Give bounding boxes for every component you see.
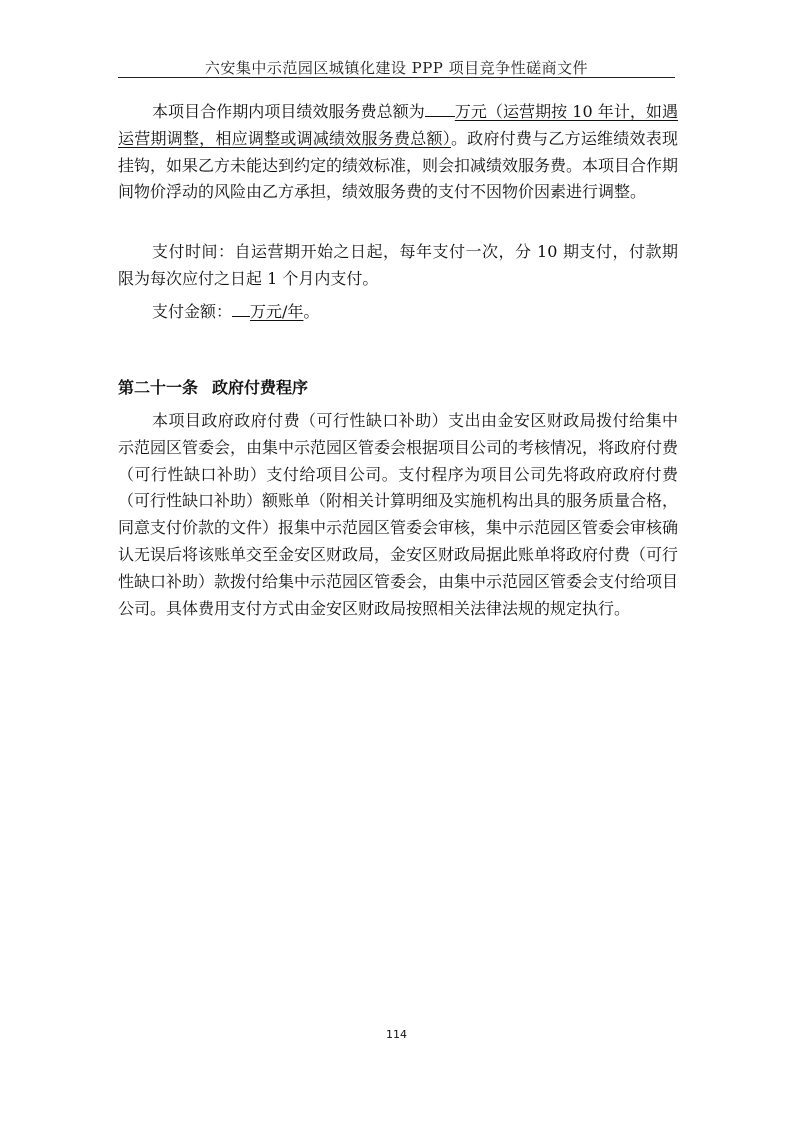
amount-blank [232, 302, 250, 317]
performance-fee-paragraph [118, 99, 678, 206]
payment-time-paragraph: 支付时间：自运营期开始之日起，每年支付一次，分 10 期支付，付款期限为每次应付之日起 1 个月内支付。 [118, 242, 678, 288]
section-heading [118, 375, 308, 398]
performance-fee-text: 本项目合作期内项目绩效服务费总额为 [152, 102, 425, 121]
payment-amount-end: 。 [303, 302, 320, 321]
section-number: 第二十一条 [118, 378, 199, 397]
header-rule [118, 77, 675, 78]
amount-blank [425, 102, 455, 117]
payment-amount-paragraph [118, 299, 678, 326]
payment-amount-underlined: 万元/年 [232, 302, 303, 321]
performance-fee-text-continued: 。政府付费与乙方运维绩效表现挂钩，如果乙方未能达到约定的绩效标准，则会扣减绩效服务费。本项目合作期间物价浮动的风险由乙方承担，绩效服务费的支付不因物价因素进行调整。 [118, 128, 679, 202]
performance-fee-underlined: 万元（运营期按 10 年计，如遇运营期调整，相应调整或调减绩效服务费总额） [118, 102, 678, 148]
page-number: 114 [386, 1028, 407, 1041]
running-header: 六安集中示范园区城镇化建设 PPP 项目竞争性磋商文件 [204, 59, 589, 77]
section-title: 政府付费程序 [212, 378, 309, 397]
payment-amount-label: 支付金额： [152, 302, 233, 321]
section-body-paragraph: 本项目政府政府付费（可行性缺口补助）支出由金安区财政局拨付给集中示范园区管委会，由集中示范园区管委会根据项目公司的考核情况，将政府付费（可行性缺口补助）支付给项目公司。支付程序为项目公司先将政府政府付费（可行性缺口补助）额账单（附相关计算明细及实施机构出具的服务质量合格，同意支付价款的文件）报集中示范园区管委会审核，集中示范园区管委会审核确认无误后将该账单交至金安区财政局，金安区财政局据此账单将政府付费（可行性缺口补助）款拨付给集中示范园区管委会，由集中示范园区管委会支付给项目公司。具体费用支付方式由金安区财政局按照相关法律法规的规定执行。 [118, 411, 679, 618]
